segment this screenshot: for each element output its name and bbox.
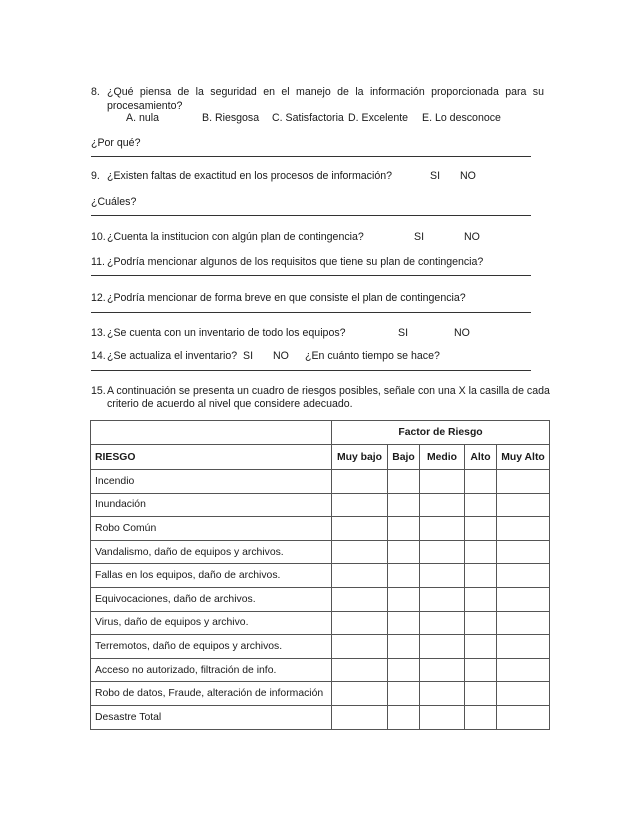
q13-no-option: NO <box>454 327 470 339</box>
table-row <box>91 493 550 517</box>
q14-text: ¿Se actualiza el inventario? <box>107 350 238 362</box>
q15-text-line2: criterio de acuerdo al nivel que considere adecuado. <box>107 398 353 410</box>
level-header-alto: Alto <box>465 445 497 470</box>
risk-label: Terremotos, daño de equipos y archivos. <box>91 635 332 659</box>
answer-line-q11 <box>91 275 531 276</box>
checkbox-cell-alto[interactable] <box>465 493 497 517</box>
q14-number: 14. <box>91 350 106 362</box>
checkbox-cell-muy-alto[interactable] <box>497 611 550 635</box>
q9-number: 9. <box>91 170 100 182</box>
level-header-bajo: Bajo <box>388 445 420 470</box>
level-header-muy-bajo: Muy bajo <box>332 445 388 470</box>
table-row <box>91 564 550 588</box>
checkbox-cell-muy-alto[interactable] <box>497 493 550 517</box>
checkbox-cell-muy-bajo[interactable] <box>332 705 388 729</box>
checkbox-cell-bajo[interactable] <box>388 705 420 729</box>
q8-text-line2: procesamiento? <box>107 100 183 112</box>
risk-label: Inundación <box>91 493 332 517</box>
risk-label: Vandalismo, daño de equipos y archivos. <box>91 540 332 564</box>
checkbox-cell-bajo[interactable] <box>388 540 420 564</box>
checkbox-cell-bajo[interactable] <box>388 682 420 706</box>
checkbox-cell-muy-bajo[interactable] <box>332 493 388 517</box>
checkbox-cell-alto[interactable] <box>465 564 497 588</box>
q11-text: ¿Podría mencionar algunos de los requisitos que tiene su plan de contingencia? <box>107 256 484 268</box>
q14-si-option: SI <box>243 350 254 362</box>
checkbox-cell-medio[interactable] <box>420 540 465 564</box>
checkbox-cell-muy-alto[interactable] <box>497 635 550 659</box>
checkbox-cell-medio[interactable] <box>420 470 465 494</box>
checkbox-cell-alto[interactable] <box>465 470 497 494</box>
q15-number: 15. <box>91 385 106 397</box>
checkbox-cell-muy-bajo[interactable] <box>332 517 388 541</box>
q13-si-option: SI <box>398 327 409 339</box>
checkbox-cell-muy-bajo[interactable] <box>332 540 388 564</box>
risk-label: Virus, daño de equipos y archivo. <box>91 611 332 635</box>
answer-line-q12 <box>91 312 531 313</box>
checkbox-cell-bajo[interactable] <box>388 611 420 635</box>
answer-line-q9 <box>91 215 531 216</box>
checkbox-cell-alto[interactable] <box>465 611 497 635</box>
checkbox-cell-medio[interactable] <box>420 635 465 659</box>
checkbox-cell-medio[interactable] <box>420 611 465 635</box>
checkbox-cell-bajo[interactable] <box>388 493 420 517</box>
q10-si-option: SI <box>414 231 425 243</box>
level-header-medio: Medio <box>420 445 465 470</box>
checkbox-cell-bajo[interactable] <box>388 587 420 611</box>
risk-label: Incendio <box>91 470 332 494</box>
checkbox-cell-bajo[interactable] <box>388 517 420 541</box>
checkbox-cell-muy-bajo[interactable] <box>332 470 388 494</box>
checkbox-cell-bajo[interactable] <box>388 658 420 682</box>
checkbox-cell-muy-bajo[interactable] <box>332 682 388 706</box>
risk-header-blank-cell <box>91 421 332 445</box>
q13-number: 13. <box>91 327 106 339</box>
checkbox-cell-muy-alto[interactable] <box>497 587 550 611</box>
table-row <box>91 611 550 635</box>
checkbox-cell-muy-alto[interactable] <box>497 517 550 541</box>
q10-text: ¿Cuenta la institucion con algún plan de contingencia? <box>107 231 364 243</box>
checkbox-cell-muy-alto[interactable] <box>497 540 550 564</box>
q8-option-c: C. Satisfactoria <box>272 112 344 124</box>
table-row <box>91 705 550 729</box>
table-row <box>91 658 550 682</box>
checkbox-cell-medio[interactable] <box>420 564 465 588</box>
answer-line-q8 <box>91 156 531 157</box>
risk-column-header: RIESGO <box>91 445 332 470</box>
checkbox-cell-medio[interactable] <box>420 705 465 729</box>
table-row <box>91 540 550 564</box>
table-row <box>91 517 550 541</box>
checkbox-cell-alto[interactable] <box>465 705 497 729</box>
checkbox-cell-alto[interactable] <box>465 635 497 659</box>
checkbox-cell-medio[interactable] <box>420 587 465 611</box>
checkbox-cell-muy-alto[interactable] <box>497 470 550 494</box>
checkbox-cell-muy-alto[interactable] <box>497 658 550 682</box>
checkbox-cell-alto[interactable] <box>465 658 497 682</box>
checkbox-cell-muy-alto[interactable] <box>497 705 550 729</box>
checkbox-cell-muy-bajo[interactable] <box>332 564 388 588</box>
q9-no-option: NO <box>460 170 476 182</box>
q14-no-option: NO <box>273 350 289 362</box>
answer-line-q14 <box>91 370 531 371</box>
checkbox-cell-muy-bajo[interactable] <box>332 635 388 659</box>
risk-label: Robo Común <box>91 517 332 541</box>
q8-number: 8. <box>91 86 100 98</box>
checkbox-cell-bajo[interactable] <box>388 470 420 494</box>
q10-number: 10. <box>91 231 106 243</box>
level-header-muy-alto: Muy Alto <box>497 445 550 470</box>
q8-option-b: B. Riesgosa <box>202 112 260 124</box>
checkbox-cell-medio[interactable] <box>420 682 465 706</box>
checkbox-cell-medio[interactable] <box>420 493 465 517</box>
checkbox-cell-medio[interactable] <box>420 517 465 541</box>
q13-text: ¿Se cuenta con un inventario de todo los equipos? <box>107 327 346 339</box>
risk-label: Desastre Total <box>91 705 332 729</box>
checkbox-cell-medio[interactable] <box>420 658 465 682</box>
q9-si-option: SI <box>430 170 441 182</box>
checkbox-cell-muy-bajo[interactable] <box>332 611 388 635</box>
checkbox-cell-alto[interactable] <box>465 587 497 611</box>
risk-table <box>90 420 550 730</box>
table-row <box>91 635 550 659</box>
checkbox-cell-alto[interactable] <box>465 540 497 564</box>
factor-header: Factor de Riesgo <box>332 421 550 445</box>
checkbox-cell-muy-alto[interactable] <box>497 682 550 706</box>
checkbox-cell-alto[interactable] <box>465 682 497 706</box>
checkbox-cell-muy-alto[interactable] <box>497 564 550 588</box>
table-row <box>91 587 550 611</box>
checkbox-cell-muy-bajo[interactable] <box>332 587 388 611</box>
risk-label: Acceso no autorizado, filtración de info. <box>91 658 332 682</box>
q11-number: 11. <box>91 256 105 268</box>
risk-label: Robo de datos, Fraude, alteración de información <box>91 682 332 706</box>
checkbox-cell-muy-bajo[interactable] <box>332 658 388 682</box>
q10-no-option: NO <box>464 231 480 243</box>
q12-text: ¿Podría mencionar de forma breve en que consiste el plan de contingencia? <box>107 292 466 304</box>
checkbox-cell-bajo[interactable] <box>388 635 420 659</box>
q12-number: 12. <box>91 292 106 304</box>
q8-option-e: E. Lo desconoce <box>422 112 501 124</box>
risk-label: Equivocaciones, daño de archivos. <box>91 587 332 611</box>
q8-option-d: D. Excelente <box>348 112 409 124</box>
checkbox-cell-alto[interactable] <box>465 517 497 541</box>
table-row <box>91 682 550 706</box>
risk-label: Fallas en los equipos, daño de archivos. <box>91 564 332 588</box>
table-row <box>91 470 550 494</box>
q14-follow-label: ¿En cuánto tiempo se hace? <box>305 350 440 362</box>
q8-option-a: A. nula <box>126 112 159 124</box>
q9-text: ¿Existen faltas de exactitud en los procesos de información? <box>107 170 393 182</box>
checkbox-cell-bajo[interactable] <box>388 564 420 588</box>
q8-why-label: ¿Por qué? <box>91 137 141 149</box>
q8-text-line1: ¿Qué piensa de la seguridad en el manejo de la información proporcionada para su <box>107 86 544 98</box>
q15-text-line1: A continuación se presenta un cuadro de riesgos posibles, señale con una X la casilla de cada <box>107 385 550 397</box>
q9-follow-label: ¿Cuáles? <box>91 196 137 208</box>
